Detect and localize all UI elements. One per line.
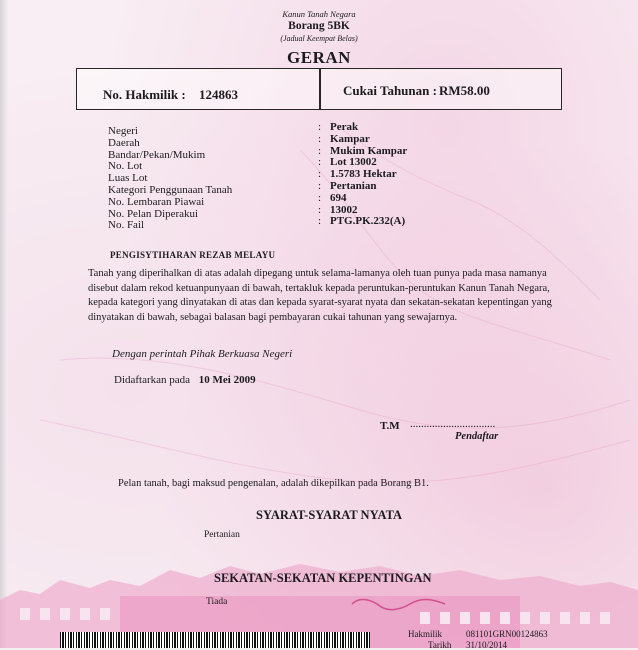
- details-values: [330, 122, 407, 228]
- registrar-label: Pendaftar: [455, 431, 499, 442]
- form-name: Borang 5BK: [288, 20, 350, 32]
- tm-label: T.M: [380, 420, 400, 432]
- detail-value: PTG.PK.232(A): [330, 215, 406, 228]
- detail-label: Daerah: [108, 136, 140, 149]
- cukai-value: RM58.00: [439, 83, 490, 98]
- declaration-paragraph: [88, 267, 552, 325]
- detail-value: Pertanian: [330, 179, 377, 192]
- hakmilik-label: No. Hakmilik :: [103, 87, 186, 102]
- detail-value: Kampar: [330, 132, 370, 145]
- detail-value: Perak: [330, 121, 359, 133]
- detail-value: 1.5783 Hektar: [330, 168, 397, 181]
- plan-note: Pelan tanah, bagi maksud pengenalan, adalah dikepilkan pada Borang B1.: [118, 478, 429, 489]
- paragraph-line: kepada kategori yang dinyatakan di atas dan kepada syarat-syarat nyata dan sekatan-sekatan kepentingan yang: [88, 297, 552, 308]
- footer-hakmilik-value: 081101GRN00124863: [466, 629, 548, 639]
- schedule-label: (Jadual Keempat Belas): [280, 34, 358, 43]
- details-colons: : : : : : : : : :: [318, 121, 322, 228]
- detail-value: 13002: [330, 203, 358, 216]
- paragraph-line: dinyatakan di bawah, sebagai balasan bagi pembayaran cukai tahunan yang sewajarnya.: [88, 311, 458, 323]
- signature-dots: ...............................: [410, 418, 496, 430]
- declaration-heading: PENGISYTIHARAN REZAB MELAYU: [110, 250, 276, 260]
- detail-label: Luas Lot: [108, 172, 148, 185]
- barcode: [60, 632, 370, 648]
- restrictions-value: Tiada: [206, 597, 228, 607]
- title-number-box: [76, 68, 562, 110]
- detail-label: Kategori Penggunaan Tanah: [108, 183, 233, 196]
- authority-line: Dengan perintah Pihak Berkuasa Negeri: [112, 348, 293, 360]
- detail-label: Bandar/Pekan/Mukim: [108, 148, 206, 161]
- act-name: Kanun Tanah Negara: [282, 9, 356, 19]
- paragraph-line: disebut dalam rekod ketuanpunyaan di bawah, tertakluk kepada peruntukan-peruntukan Kanun Tanah Negara,: [88, 282, 550, 294]
- hakmilik-value: 124863: [199, 87, 238, 102]
- detail-value: 694: [330, 191, 347, 204]
- detail-label: No. Lembaran Piawai: [108, 195, 205, 208]
- detail-label: No. Lot: [108, 160, 143, 173]
- conditions-value: Pertanian: [204, 530, 240, 540]
- restrictions-heading: SEKATAN-SEKATAN KEPENTINGAN: [214, 571, 432, 585]
- box-divider: [319, 69, 321, 109]
- detail-value: Lot 13002: [330, 156, 377, 169]
- detail-label: No. Pelan Diperakui: [108, 207, 199, 220]
- registered-label: Didaftarkan pada: [114, 374, 191, 386]
- cukai-label: Cukai Tahunan :: [343, 83, 437, 98]
- registered-line: [114, 374, 256, 386]
- detail-label: No. Fail: [108, 219, 145, 232]
- detail-label: Negeri: [108, 125, 138, 137]
- document-title: GERAN: [287, 48, 351, 67]
- footer-tarikh-label: Tarikh: [428, 640, 452, 650]
- details-labels: [108, 126, 232, 232]
- detail-value: Mukim Kampar: [330, 144, 408, 157]
- paragraph-line: Tanah yang diperihalkan di atas adalah dipegang untuk selama-lamanya oleh tuan punya pada masa namanya: [88, 268, 547, 279]
- footer-tarikh-value: 31/10/2014: [466, 640, 508, 650]
- footer-hakmilik-label: Hakmilik: [408, 629, 442, 639]
- registered-date: 10 Mei 2009: [198, 374, 256, 386]
- conditions-heading: SYARAT-SYARAT NYATA: [256, 508, 403, 522]
